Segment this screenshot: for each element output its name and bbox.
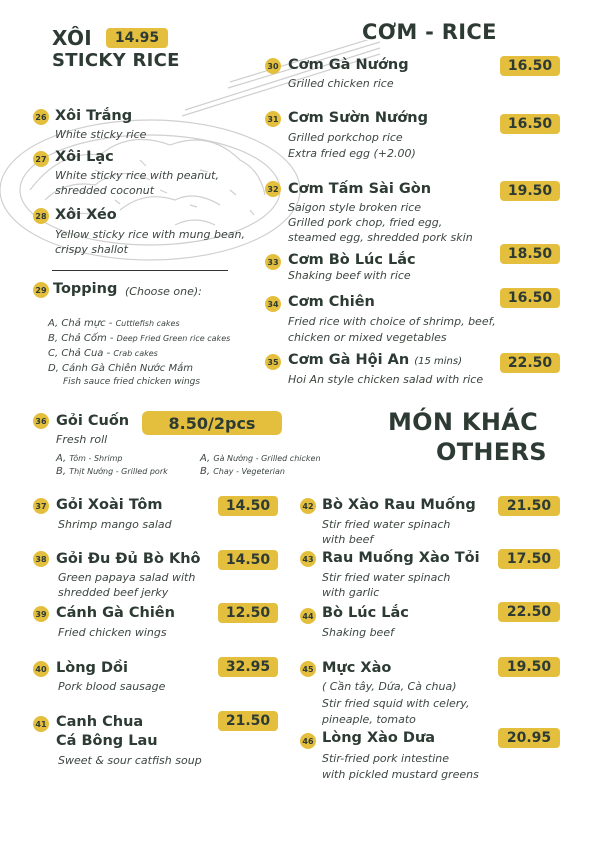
item-name: Cánh Gà Chiên <box>56 605 175 621</box>
topping-note: (Choose one): <box>125 285 202 298</box>
item-number: 36 <box>33 413 49 429</box>
item-name: Xôi Xéo <box>55 207 117 223</box>
topping-option: C, Chả Cua - Crab cakes <box>48 348 158 359</box>
item-desc: Shaking beef with rice <box>288 269 411 282</box>
item-desc: with pickled mustard greens <box>322 768 479 781</box>
item-number: 28 <box>33 208 49 224</box>
com-rice-title: CƠM - RICE <box>362 20 497 44</box>
item-desc: Stir-fried pork intestine <box>322 752 449 765</box>
item-desc: ( Cần tây, Dứa, Cà chua) <box>322 680 457 693</box>
others-subtitle: OTHERS <box>436 438 547 466</box>
item-name: Xôi Lạc <box>55 149 114 165</box>
roll-option: B, Chay - Vegeterian <box>200 466 285 477</box>
item-name: Cơm Gà Nướng <box>288 57 409 73</box>
price-badge: 16.50 <box>500 114 560 134</box>
item-name: Gỏi Đu Đủ Bò Khô <box>56 551 201 567</box>
topping-label: Topping <box>53 281 118 297</box>
item-desc: Fried rice with choice of shrimp, beef, <box>288 315 496 328</box>
price-badge: 20.95 <box>498 728 560 748</box>
item-number: 46 <box>300 733 316 749</box>
item-name: Cơm Chiên <box>288 294 375 310</box>
topping-option: B, Chả Cốm - Deep Fried Green rice cakes <box>48 333 231 344</box>
price-badge: 14.50 <box>218 496 278 516</box>
item-name-line2: Cá Bông Lau <box>56 733 158 749</box>
item-name: Bò Lúc Lắc <box>322 605 409 621</box>
item-desc: Fried chicken wings <box>58 626 167 639</box>
price-badge: 16.50 <box>500 288 560 308</box>
item-number: 38 <box>33 551 49 567</box>
item-desc: White sticky rice <box>55 128 147 141</box>
item-number: 32 <box>265 181 281 197</box>
item-desc: shredded coconut <box>55 184 155 197</box>
topping-option-sub: Fish sauce fried chicken wings <box>63 377 201 387</box>
price-badge: 19.50 <box>500 181 560 201</box>
item-number: 34 <box>265 296 281 312</box>
price-badge: 32.95 <box>218 657 278 677</box>
price-badge: 8.50/2pcs <box>142 411 282 435</box>
item-number: 27 <box>33 151 49 167</box>
others-title: MÓN KHÁC <box>388 408 538 436</box>
item-desc: steamed egg, shredded pork skin <box>288 231 473 244</box>
item-name: Cơm Bò Lúc Lắc <box>288 252 416 268</box>
item-name: Gỏi Cuốn <box>56 413 130 429</box>
item-number: 41 <box>33 716 49 732</box>
xoi-title: XÔI <box>52 26 93 50</box>
item-desc: Hoi An style chicken salad with rice <box>288 373 484 386</box>
item-name: Xôi Trắng <box>55 108 133 124</box>
item-number: 39 <box>33 606 49 622</box>
item-desc: Stir fried squid with celery, <box>322 697 470 710</box>
item-name: Lòng Dồi <box>56 660 128 676</box>
price-badge: 18.50 <box>500 244 560 264</box>
sticky-rice-title: STICKY RICE <box>52 50 180 71</box>
item-desc: crispy shallot <box>55 243 128 256</box>
item-desc: Sweet & sour catfish soup <box>58 754 202 767</box>
roll-option: A, Tôm - Shrimp <box>56 453 123 464</box>
item-number: 42 <box>300 498 316 514</box>
item-number: 44 <box>300 608 316 624</box>
item-number: 29 <box>33 282 49 298</box>
item-name: Gỏi Xoài Tôm <box>56 497 163 513</box>
item-number: 43 <box>300 551 316 567</box>
price-badge: 17.50 <box>498 549 560 569</box>
item-desc: Stir fried water spinach <box>322 571 451 584</box>
item-desc: Shrimp mango salad <box>58 518 172 531</box>
item-desc: Yellow sticky rice with mung bean, <box>55 228 245 241</box>
item-desc: Grilled porkchop rice <box>288 131 403 144</box>
item-name: Cơm Gà Hội An (15 mins) <box>288 352 462 368</box>
roll-option: B, Thịt Nướng - Grilled pork <box>56 466 168 477</box>
price-badge: 21.50 <box>218 711 278 731</box>
item-desc: with garlic <box>322 586 380 599</box>
item-name: Lòng Xào Dưa <box>322 730 436 746</box>
item-name: Bò Xào Rau Muống <box>322 497 476 513</box>
item-number: 30 <box>265 58 281 74</box>
price-badge: 14.50 <box>218 550 278 570</box>
item-desc: Shaking beef <box>322 626 394 639</box>
item-desc: Stir fried water spinach <box>322 518 451 531</box>
item-desc: Pork blood sausage <box>58 680 166 693</box>
item-desc: chicken or mixed vegetables <box>288 331 447 344</box>
item-number: 31 <box>265 111 281 127</box>
price-badge: 22.50 <box>498 602 560 622</box>
price-badge: 12.50 <box>218 603 278 623</box>
item-number: 40 <box>33 661 49 677</box>
item-number: 45 <box>300 661 316 677</box>
item-number: 37 <box>33 498 49 514</box>
item-desc: Grilled chicken rice <box>288 77 394 90</box>
item-desc: shredded beef jerky <box>58 586 169 599</box>
item-desc: Green papaya salad with <box>58 571 196 584</box>
item-desc: Saigon style broken rice <box>288 201 422 214</box>
item-number: 26 <box>33 109 49 125</box>
item-name: Cơm Sườn Nướng <box>288 110 428 126</box>
item-number: 33 <box>265 254 281 270</box>
item-extra-note: (15 mins) <box>414 356 462 367</box>
item-desc: Grilled pork chop, fried egg, <box>288 216 443 229</box>
price-badge: 16.50 <box>500 56 560 76</box>
topping-option: D, Cánh Gà Chiên Nước Mắm <box>48 363 193 374</box>
item-name: Mực Xào <box>322 660 392 676</box>
roll-option: A, Gà Nướng - Grilled chicken <box>200 453 321 464</box>
item-desc: Fresh roll <box>56 433 108 446</box>
item-desc: White sticky rice with peanut, <box>55 169 219 182</box>
item-number: 35 <box>265 354 281 370</box>
price-badge: 19.50 <box>498 657 560 677</box>
price-badge: 21.50 <box>498 496 560 516</box>
item-name: Canh Chua <box>56 714 144 730</box>
price-badge: 22.50 <box>500 353 560 373</box>
item-desc: pineaple, tomato <box>322 713 416 726</box>
item-name: Rau Muống Xào Tỏi <box>322 550 480 566</box>
item-desc: with beef <box>322 533 374 546</box>
xoi-price-badge: 14.95 <box>106 28 168 48</box>
divider <box>52 270 228 271</box>
topping-option: A, Chả mực - Cuttlefish cakes <box>48 318 180 329</box>
item-name: Cơm Tấm Sài Gòn <box>288 181 432 197</box>
item-desc: Extra fried egg (+2.00) <box>288 147 416 160</box>
